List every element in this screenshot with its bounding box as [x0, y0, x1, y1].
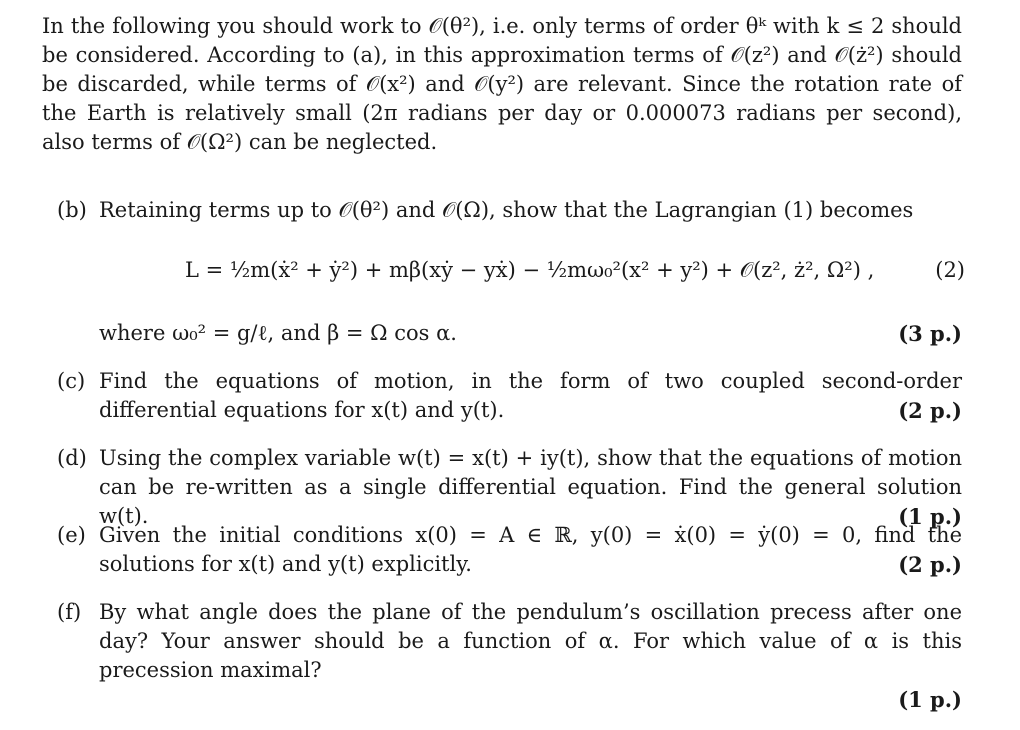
item-c	[57, 367, 962, 425]
item-text: Retaining terms up to 𝒪(θ²) and 𝒪(Ω), show that the Lagrangian (1) becomes	[99, 198, 914, 222]
item-label: (f)	[57, 600, 82, 624]
points: (2 p.)	[898, 552, 962, 577]
points: (1 p.)	[898, 504, 962, 529]
item-label: (c)	[57, 369, 86, 393]
item-text: Using the complex variable w(t) = x(t) + iy(t), show that the equations of motion can be re-written as a single differential equation. Find the general solution w(t).	[99, 446, 962, 528]
item-label: (e)	[57, 523, 86, 547]
intro-paragraph: In the following you should work to 𝒪(θ²), i.e. only terms of order θᵏ with k ≤ 2 should be considered. According to (a), in this approximation terms of 𝒪(z²) and 𝒪(ż²) should be discarded, while terms of 𝒪(x²) and 𝒪(y²) are relevant. Since the rotation rate of the Earth is relatively small (2π radians per day or 0.000073 radians per second), also terms of 𝒪(Ω²) can be neglected.	[42, 14, 962, 154]
item-label: (d)	[57, 446, 87, 470]
item-after-text: where ω₀² = g/ℓ, and β = Ω cos α.	[99, 321, 457, 345]
item-d	[57, 444, 962, 531]
item-b	[57, 196, 962, 225]
item-text: Given the initial conditions x(0) = A ∈ ℝ, y(0) = ẋ(0) = ẏ(0) = 0, find the solutions for x(t) and y(t) explicitly.	[99, 523, 962, 576]
item-text: Find the equations of motion, in the form of two coupled second-order differential equations for x(t) and y(t).	[99, 369, 962, 422]
equation-body: L = ½m(ẋ² + ẏ²) + mβ(xẏ − yẋ) − ½mω₀²(x² + y²) + 𝒪(z², ż², Ω²) ,	[185, 258, 875, 282]
points: (3 p.)	[898, 321, 962, 346]
lagrangian-equation	[185, 252, 965, 288]
equation-number: (2)	[935, 258, 965, 282]
item-label: (b)	[57, 198, 87, 222]
item-f	[57, 598, 962, 715]
points: (2 p.)	[898, 398, 962, 423]
points: (1 p.)	[898, 687, 962, 712]
item-b-after	[57, 319, 962, 348]
item-e	[57, 521, 962, 579]
item-text: By what angle does the plane of the pendulum’s oscillation precess after one day? Your answer should be a function of α. For which value of α is this precession maximal?	[99, 600, 962, 682]
